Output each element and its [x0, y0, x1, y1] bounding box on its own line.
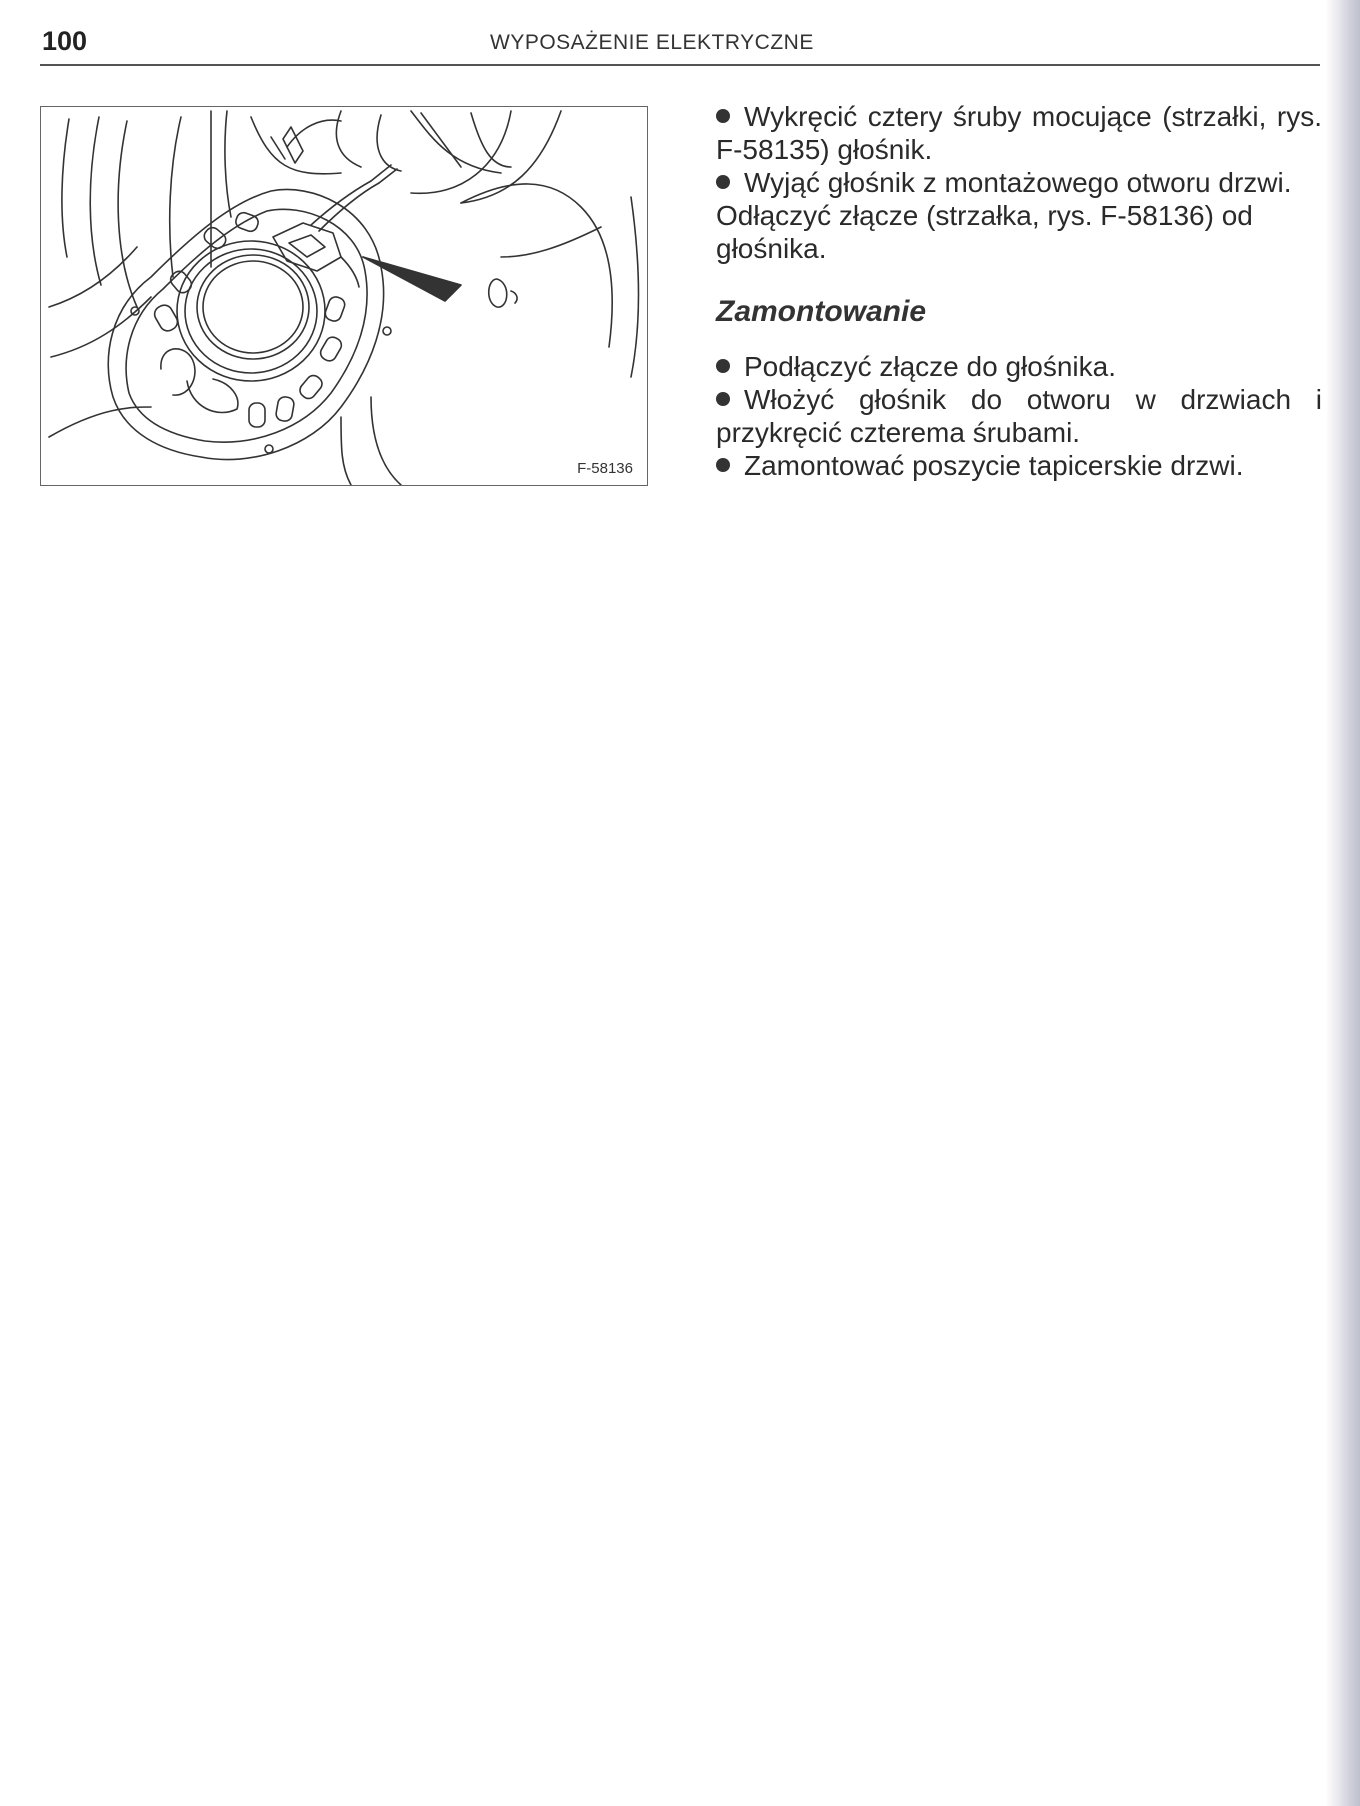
removal-step-text: Wyjąć głośnik z montażowego otworu drzwi. [744, 167, 1292, 198]
installation-step-text: Podłączyć złącze do głośnika. [744, 351, 1116, 382]
bullet-icon [716, 458, 730, 472]
installation-step [716, 449, 1322, 482]
installation-step-text: Zamontować poszycie tapicerskie drzwi. [744, 450, 1244, 481]
removal-step [716, 100, 1322, 166]
removal-step [716, 166, 1322, 199]
header-rule [40, 64, 1320, 66]
speaker-door-illustration [41, 107, 648, 486]
page-binding-shadow [1326, 0, 1360, 1806]
bullet-icon [716, 359, 730, 373]
bullet-icon [716, 392, 730, 406]
bullet-icon [716, 175, 730, 189]
page-number: 100 [42, 26, 88, 56]
figure-code: F-58136 [577, 460, 633, 477]
text-column [716, 100, 1322, 482]
removal-step [716, 199, 1322, 265]
removal-step-text: Odłączyć złącze (strzałka, rys. F-58136) od głośnika. [716, 200, 1253, 264]
figure-speaker-removal [40, 106, 648, 486]
installation-step-text: Włożyć głośnik do otworu w drzwiach i przykręcić czterema śrubami. [716, 384, 1322, 448]
removal-step-text: Wykręcić cztery śruby mocujące (strzałki, rys. F-58135) głośnik. [716, 101, 1322, 165]
section-heading-installation: Zamontowanie [716, 295, 927, 328]
installation-step [716, 350, 1322, 383]
installation-step [716, 383, 1322, 449]
running-head: WYPOSAŻENIE ELEKTRYCZNE [490, 31, 814, 54]
bullet-icon [716, 109, 730, 123]
